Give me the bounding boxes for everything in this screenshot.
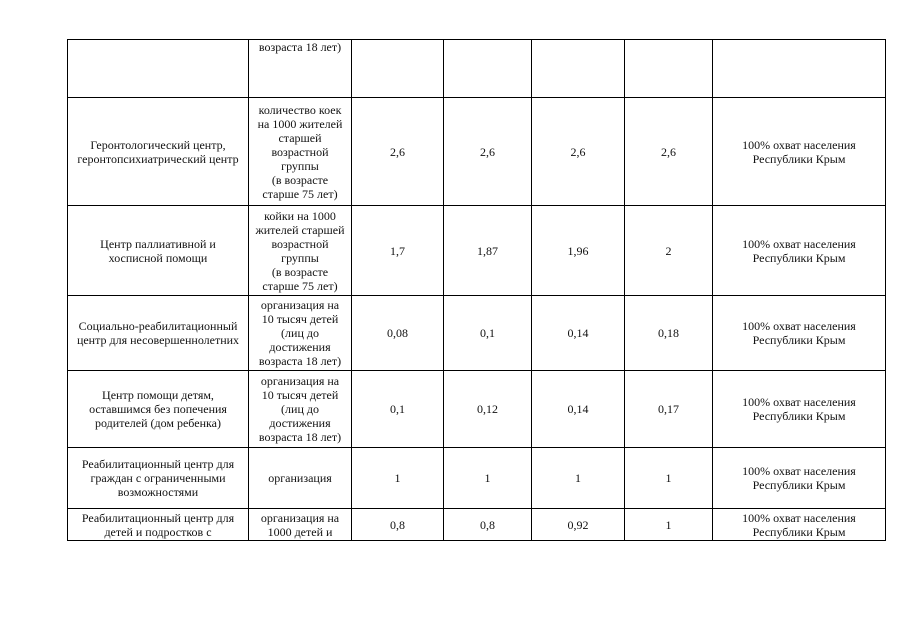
value-cell-year-3: 1,96 xyxy=(532,206,625,296)
unit-cell-line: старше 75 лет) xyxy=(262,186,338,201)
unit-cell-line: (лиц до xyxy=(281,402,319,416)
value-cell-year-2: 0,8 xyxy=(444,509,532,541)
value-cell-year-1: 1 xyxy=(352,448,444,509)
coverage-note-cell xyxy=(713,509,886,541)
table-body xyxy=(68,40,886,541)
value-cell-year-2: 0,12 xyxy=(444,371,532,448)
value-cell-year-4 xyxy=(625,40,713,98)
coverage-note-cell-line: 100% охват населения xyxy=(742,319,856,333)
coverage-note-cell-line: Республики Крым xyxy=(752,524,846,539)
unit-cell-line: организация xyxy=(268,471,332,485)
unit-cell-line: организация на xyxy=(260,510,340,525)
facility-name-cell-line: Социально-реабилитационный xyxy=(78,319,238,333)
value-cell-year-4: 2 xyxy=(625,206,713,296)
unit-cell-line: старшей xyxy=(278,130,322,145)
table-row xyxy=(68,206,886,296)
unit-cell-line: достижения xyxy=(269,340,331,354)
coverage-note-cell xyxy=(713,448,886,509)
value-cell-year-1: 0,8 xyxy=(352,509,444,541)
value-cell-year-2: 0,1 xyxy=(444,296,532,371)
unit-cell-line: (лиц до xyxy=(281,326,319,340)
unit-cell-line: организация на xyxy=(260,298,340,312)
unit-cell-line: 10 тысяч детей xyxy=(261,388,339,402)
coverage-note-cell xyxy=(713,371,886,448)
unit-cell xyxy=(249,371,352,448)
facility-name-cell-line: центр для несовершеннолетних xyxy=(76,333,240,347)
facility-name-cell-line: хосписной помощи xyxy=(108,250,208,265)
value-cell-year-4: 1 xyxy=(625,509,713,541)
unit-cell-line: 10 тысяч детей xyxy=(261,312,339,326)
value-cell-year-2: 1,87 xyxy=(444,206,532,296)
coverage-note-cell xyxy=(713,206,886,296)
value-cell-year-4: 0,17 xyxy=(625,371,713,448)
facility-name-cell-line: геронтопсихиатрический центр xyxy=(77,151,239,166)
value-cell-year-3: 1 xyxy=(532,448,625,509)
table-row xyxy=(68,448,886,509)
unit-cell-line: возрастной xyxy=(271,236,329,251)
coverage-note-cell-line: Республики Крым xyxy=(752,151,846,166)
unit-cell xyxy=(249,448,352,509)
unit-cell-line: (в возрасте xyxy=(271,264,329,279)
facility-name-cell-line: Реабилитационный центр для xyxy=(81,457,235,471)
value-cell-year-1: 1,7 xyxy=(352,206,444,296)
facility-name-cell-line: возможностями xyxy=(117,485,199,499)
table-row xyxy=(68,40,886,98)
facility-name-cell xyxy=(68,206,249,296)
facility-name-cell xyxy=(68,509,249,541)
value-cell-year-1: 2,6 xyxy=(352,98,444,206)
value-cell-year-1: 0,08 xyxy=(352,296,444,371)
coverage-note-cell-line: 100% охват населения xyxy=(742,137,856,152)
coverage-note-cell xyxy=(713,296,886,371)
facility-name-cell xyxy=(68,98,249,206)
unit-cell-line: возрастной xyxy=(271,144,329,159)
facility-name-cell-line: родителей (дом ребенка) xyxy=(95,416,221,430)
table-row xyxy=(68,509,886,541)
unit-cell-line: койки на 1000 xyxy=(264,208,336,223)
unit-cell-line: возраста 18 лет) xyxy=(258,40,342,54)
value-cell-year-4: 0,18 xyxy=(625,296,713,371)
facility-name-cell-line: Центр паллиативной и xyxy=(100,236,216,251)
coverage-note-cell-line: 100% охват населения xyxy=(742,510,856,525)
facilities-table xyxy=(67,39,886,541)
table-row xyxy=(68,371,886,448)
coverage-note-cell-line: 100% охват населения xyxy=(742,395,856,409)
unit-cell-line: группы xyxy=(281,250,319,265)
table-row xyxy=(68,296,886,371)
value-cell-year-3: 0,92 xyxy=(532,509,625,541)
coverage-note-cell xyxy=(713,98,886,206)
coverage-note-cell-line: Республики Крым xyxy=(752,478,846,492)
facility-name-cell-line: детей и подростков с xyxy=(104,524,212,539)
unit-cell-line: группы xyxy=(281,158,319,173)
unit-cell-line: количество коек xyxy=(258,102,342,117)
facility-name-cell xyxy=(68,448,249,509)
value-cell-year-4: 1 xyxy=(625,448,713,509)
unit-cell-line: на 1000 жителей xyxy=(257,116,343,131)
unit-cell-line: жителей старшей xyxy=(255,222,345,237)
facility-name-cell-line: Реабилитационный центр для xyxy=(81,510,235,525)
facility-name-cell-line: Центр помощи детям, xyxy=(102,388,214,402)
unit-cell-line: организация на xyxy=(260,374,340,388)
unit-cell-line: (в возрасте xyxy=(271,172,329,187)
unit-cell-line: достижения xyxy=(269,416,331,430)
value-cell-year-2: 2,6 xyxy=(444,98,532,206)
value-cell-year-3: 0,14 xyxy=(532,296,625,371)
value-cell-year-3 xyxy=(532,40,625,98)
table-row xyxy=(68,98,886,206)
coverage-note-cell-line: 100% охват населения xyxy=(742,464,856,478)
value-cell-year-1 xyxy=(352,40,444,98)
unit-cell xyxy=(249,296,352,371)
coverage-note-cell-line: Республики Крым xyxy=(752,409,846,423)
unit-cell-line: возраста 18 лет) xyxy=(258,430,342,444)
unit-cell-line: возраста 18 лет) xyxy=(258,354,342,368)
unit-cell xyxy=(249,206,352,296)
value-cell-year-3: 0,14 xyxy=(532,371,625,448)
unit-cell xyxy=(249,509,352,541)
facility-name-cell-line: оставшимся без попечения xyxy=(89,402,227,416)
facility-name-cell xyxy=(68,371,249,448)
unit-cell xyxy=(249,40,352,98)
unit-cell-line: 1000 детей и xyxy=(267,524,333,539)
value-cell-year-2 xyxy=(444,40,532,98)
coverage-note-cell-line: Республики Крым xyxy=(752,333,846,347)
value-cell-year-4: 2,6 xyxy=(625,98,713,206)
value-cell-year-3: 2,6 xyxy=(532,98,625,206)
facility-name-cell-line: граждан с ограниченными xyxy=(90,471,226,485)
facility-name-cell-line: Геронтологический центр, xyxy=(90,137,226,152)
facility-name-cell xyxy=(68,40,249,98)
coverage-note-cell-line: Республики Крым xyxy=(752,250,846,265)
coverage-note-cell xyxy=(713,40,886,98)
value-cell-year-1: 0,1 xyxy=(352,371,444,448)
unit-cell-line: старше 75 лет) xyxy=(262,278,338,293)
unit-cell xyxy=(249,98,352,206)
facility-name-cell xyxy=(68,296,249,371)
value-cell-year-2: 1 xyxy=(444,448,532,509)
coverage-note-cell-line: 100% охват населения xyxy=(742,236,856,251)
